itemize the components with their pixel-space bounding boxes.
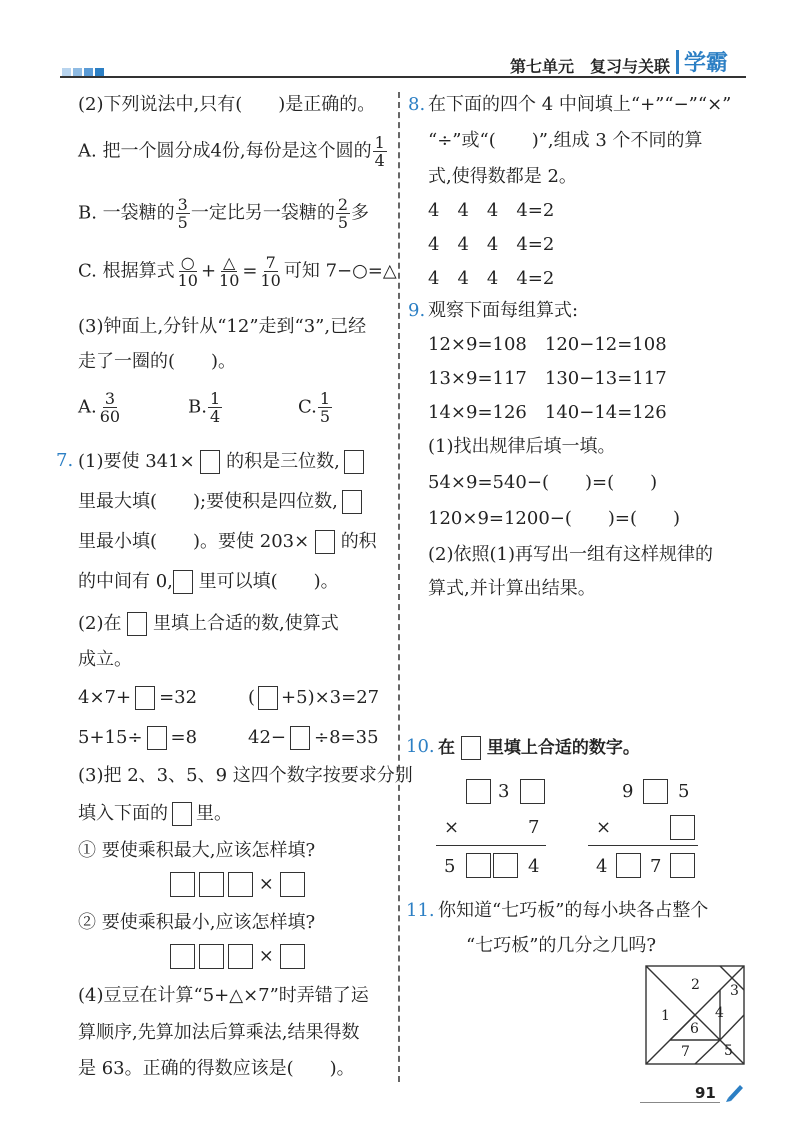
answer-box bbox=[461, 736, 481, 760]
q7-2-line2: 成立。 bbox=[78, 649, 132, 670]
answer-box[interactable] bbox=[280, 872, 305, 897]
answer-box[interactable] bbox=[290, 726, 310, 750]
q6-3-line2: 走了一圈的( )。 bbox=[78, 351, 237, 372]
digit: 5 bbox=[678, 781, 690, 802]
q9-row: 14×9=126 140−14=126 bbox=[428, 402, 667, 423]
q7-1-line1: (1)要使 341× 的积是三位数, bbox=[78, 450, 364, 474]
fraction: $\frac{○}{10}$ bbox=[177, 253, 198, 290]
q6-2-stem: (2)下列说法中,只有( )是正确的。 bbox=[78, 94, 376, 115]
q6-2-option-b: B. 一袋糖的 $\frac{3}{5}$ 一定比另一袋糖的 $\frac{2}{5}$ 多 bbox=[78, 195, 370, 232]
q6-3-option-a: A. $\frac{3}{60}$ bbox=[78, 389, 121, 426]
q7-3-line2: 填入下面的 里。 bbox=[78, 803, 232, 824]
q10-title: 在 里填上合适的数字。 bbox=[438, 738, 640, 758]
header-decoration bbox=[62, 62, 104, 81]
q7-3-q1: ① 要使乘积最大,应该怎样填? bbox=[78, 840, 316, 861]
brand-logo: 学霸 bbox=[684, 51, 729, 76]
q9-part1: (1)找出规律后填一填。 bbox=[428, 436, 616, 457]
answer-box[interactable] bbox=[200, 450, 220, 474]
q9-fill2: 120×9=1200−( )=( ) bbox=[428, 508, 681, 529]
q11-line2: “七巧板”的几分之几吗? bbox=[466, 935, 657, 956]
fraction: $\frac{2}{5}$ bbox=[337, 195, 349, 232]
q7-3-q2: ② 要使乘积最小,应该怎样填? bbox=[78, 912, 316, 933]
q6-3-line1: (3)钟面上,分针从“12”走到“3”,已经 bbox=[78, 316, 367, 337]
q9-part2-line2: 算式,并计算出结果。 bbox=[428, 578, 596, 599]
tangram-label: 3 bbox=[730, 983, 739, 999]
answer-box[interactable] bbox=[135, 686, 155, 710]
result-rule bbox=[436, 845, 546, 846]
tangram-label: 1 bbox=[661, 1008, 670, 1024]
q7-4-line1: (4)豆豆在计算“5+△×7”时弄错了运 bbox=[78, 985, 369, 1006]
q7-1-line4: 的中间有 0, 里可以填( )。 bbox=[78, 571, 339, 592]
q9-title: 观察下面每组算式: bbox=[428, 300, 579, 321]
times-sign: × bbox=[596, 817, 612, 838]
answer-box[interactable] bbox=[616, 853, 641, 878]
digit: 3 bbox=[498, 781, 510, 802]
header-divider bbox=[676, 50, 679, 74]
q8-line1: 在下面的四个 4 中间填上“+”“−”“×” bbox=[428, 94, 732, 115]
q8-line2: “÷”或“( )”,组成 3 个不同的算 bbox=[428, 130, 703, 151]
answer-box[interactable] bbox=[199, 872, 224, 897]
q8-equation: 4 4 4 4=2 bbox=[428, 268, 555, 289]
digit: 5 bbox=[444, 856, 456, 877]
q8-number: 8. bbox=[408, 94, 426, 115]
q7-2-eq4: 42− ÷8=35 bbox=[248, 727, 379, 748]
q8-equation: 4 4 4 4=2 bbox=[428, 234, 555, 255]
q11-line1: 你知道“七巧板”的每小块各占整个 bbox=[438, 900, 709, 921]
tangram-diagram bbox=[645, 965, 745, 1065]
q7-4-line2: 算顺序,先算加法后算乘法,结果得数 bbox=[78, 1022, 360, 1043]
tangram-label: 4 bbox=[715, 1005, 724, 1021]
tangram-edge bbox=[695, 1040, 720, 1064]
tangram-label: 7 bbox=[681, 1044, 690, 1060]
q7-2-eq2: ( +5)×3=27 bbox=[248, 687, 380, 708]
q7-1-line3: 里最小填( )。要使 203× 的积 bbox=[78, 531, 377, 552]
digit: 4 bbox=[528, 856, 540, 877]
q7-2-eq3: 5+15÷ =8 bbox=[78, 727, 198, 748]
fraction: $\frac{7}{10}$ bbox=[260, 253, 281, 290]
q9-fill1: 54×9=540−( )=( ) bbox=[428, 472, 658, 493]
q7-2-eq1: 4×7+ =32 bbox=[78, 687, 198, 708]
answer-box[interactable] bbox=[466, 779, 491, 804]
fraction: $\frac{1}{4}$ bbox=[374, 133, 385, 170]
q7-3-line1: (3)把 2、3、5、9 这四个数字按要求分别 bbox=[78, 765, 413, 786]
tangram-label: 2 bbox=[691, 977, 700, 993]
answer-box bbox=[172, 802, 192, 826]
fraction: $\frac{3}{5}$ bbox=[177, 195, 188, 232]
q7-number: 7. bbox=[56, 450, 74, 471]
answer-box[interactable] bbox=[643, 779, 668, 804]
q6-3-option-c: C. $\frac{1}{5}$ bbox=[298, 389, 331, 426]
footer-rule bbox=[640, 1102, 720, 1103]
q6-3-option-b: B. $\frac{1}{4}$ bbox=[188, 389, 221, 426]
fraction: $\frac{\triangle}{10}$ bbox=[219, 253, 240, 290]
answer-box[interactable] bbox=[342, 490, 362, 514]
answer-box[interactable] bbox=[670, 853, 695, 878]
q7-3-q1-boxes: × bbox=[170, 872, 305, 897]
answer-box[interactable] bbox=[280, 944, 305, 969]
q8-line3: 式,使得数都是 2。 bbox=[428, 166, 577, 187]
q7-1-line2: 里最大填( );要使积是四位数, bbox=[78, 490, 362, 514]
q9-row: 13×9=117 130−13=117 bbox=[428, 368, 667, 389]
answer-box bbox=[127, 612, 147, 636]
page-number: 91 bbox=[695, 1084, 716, 1102]
q7-2-line1: (2)在 里填上合适的数,使算式 bbox=[78, 613, 339, 634]
answer-box[interactable] bbox=[170, 872, 195, 897]
answer-box[interactable] bbox=[228, 872, 253, 897]
answer-box[interactable] bbox=[173, 570, 193, 594]
answer-box[interactable] bbox=[493, 853, 518, 878]
answer-box[interactable] bbox=[315, 530, 335, 554]
answer-box[interactable] bbox=[228, 944, 253, 969]
answer-box[interactable] bbox=[147, 726, 167, 750]
option-a-text: A. 把一个圆分成4份,每份是这个圆的 bbox=[78, 140, 372, 162]
pencil-icon bbox=[724, 1082, 746, 1102]
answer-box[interactable] bbox=[258, 686, 278, 710]
digit: 9 bbox=[622, 781, 634, 802]
answer-box[interactable] bbox=[466, 853, 491, 878]
answer-box[interactable] bbox=[670, 815, 695, 840]
q8-equation: 4 4 4 4=2 bbox=[428, 200, 555, 221]
q9-number: 9. bbox=[408, 300, 426, 321]
q9-part2-line1: (2)依照(1)再写出一组有这样规律的 bbox=[428, 544, 713, 565]
q9-row: 12×9=108 120−12=108 bbox=[428, 334, 667, 355]
header-unit: 第七单元 bbox=[510, 57, 575, 76]
header-rule bbox=[60, 76, 746, 78]
answer-box[interactable] bbox=[520, 779, 545, 804]
digit: 4 bbox=[596, 856, 608, 877]
q11-number: 11. bbox=[406, 900, 435, 921]
result-rule bbox=[588, 845, 698, 846]
q6-2-option-c: C. 根据算式 $\frac{○}{10}$ + $\frac{\triangle}{10}$ = $\frac{7}{10}$ 可知 7−○=△ bbox=[78, 253, 397, 290]
q7-3-q2-boxes: × bbox=[170, 944, 305, 969]
answer-box[interactable] bbox=[344, 450, 364, 474]
header-section: 复习与关联 bbox=[590, 57, 671, 76]
q7-4-line3: 是 63。正确的得数应该是( )。 bbox=[78, 1058, 355, 1079]
digit: 7 bbox=[528, 817, 540, 838]
answer-box[interactable] bbox=[170, 944, 195, 969]
q6-2-option-a bbox=[78, 134, 388, 169]
q10-number: 10. bbox=[406, 736, 435, 757]
digit: 7 bbox=[650, 856, 662, 877]
times-sign: × bbox=[444, 817, 460, 838]
tangram-label: 5 bbox=[724, 1043, 733, 1059]
tangram-label: 6 bbox=[690, 1021, 699, 1037]
answer-box[interactable] bbox=[199, 944, 224, 969]
column-divider bbox=[398, 92, 400, 1082]
